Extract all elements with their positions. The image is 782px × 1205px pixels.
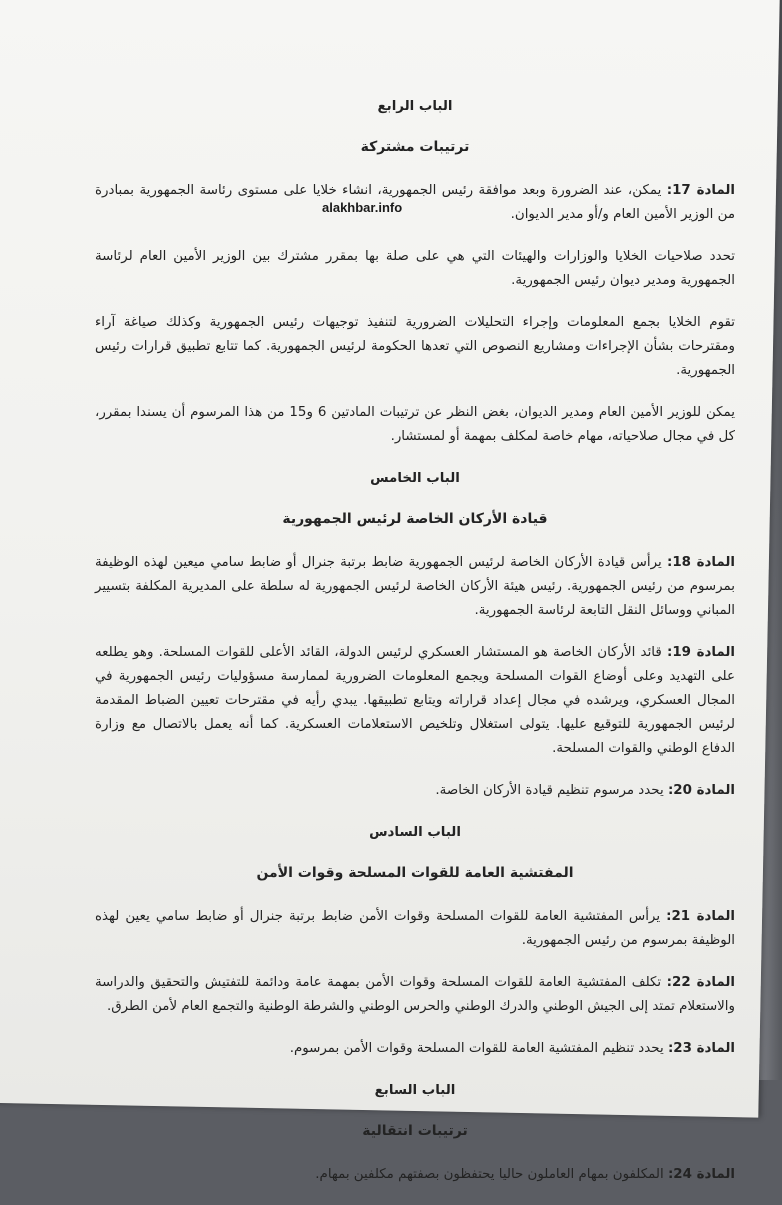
article-22-label: المادة 22: <box>666 975 736 990</box>
chapter-7-subtitle: ترتيبات انتقالية <box>362 1123 468 1139</box>
article-17-label: المادة 17: <box>666 183 735 198</box>
article-17 <box>95 179 735 227</box>
article-21-label: المادة 21: <box>666 909 736 924</box>
article-17-text: يمكن، عند الضرورة وبعد موافقة رئيس الجمهورية، انشاء خلايا على مستوى رئاسة الجمهورية بمبادرة من الوزير الأمين العام و/أو مدير الديوان. <box>95 183 735 222</box>
article-18-text: يرأس قيادة الأركان الخاصة لرئيس الجمهورية ضابط برتبة جنرال أو ضابط سامي ميعين لهذه الوظيفة بمرسوم من رئيس الجمهورية. رئيس هيئة الأركان الخاصة لرئيس الجمهورية له سلطة على المديرية المكلفة بتسيير المباني ووسائل النقل التابعة لرئاسة الجمهورية. <box>95 555 735 618</box>
paragraph-cell-duties: تقوم الخلايا بجمع المعلومات وإجراء التحليلات الضرورية لتنفيذ توجيهات رئيس الجمهورية وكذلك صياغة آراء ومقترحات بشأن الإجراءات ومشاريع النصوص التي تعدها الحكومة لرئيس الجمهورية. كما تتابع تطبيق قرارات رئيس الجمهورية. <box>95 315 735 378</box>
article-21-text: يرأس المفتشية العامة للقوات المسلحة وقوات الأمن ضابط برتبة جنرال أو ضابط سامي يعين لهذه الوظيفة بمرسوم من رئيس الجمهورية. <box>95 909 735 948</box>
article-23-text: يحدد تنظيم المفتشية العامة للقوات المسلحة وقوات الأمن بمرسوم. <box>289 1041 668 1056</box>
chapter-4-subtitle: ترتيبات مشتركة <box>360 139 470 155</box>
article-22 <box>95 971 735 1019</box>
chapter-4-title: الباب الرابع <box>377 99 453 114</box>
article-19 <box>95 641 735 761</box>
article-18 <box>95 551 735 623</box>
document-content <box>95 95 735 1205</box>
chapter-6-subtitle: المفتشية العامة للقوات المسلحة وقوات الأمن <box>256 865 574 881</box>
chapter-7-title: الباب السابع <box>374 1083 456 1098</box>
article-21 <box>95 905 735 953</box>
article-23-label: المادة 23: <box>667 1041 735 1056</box>
paragraph-cell-powers: تحدد صلاحيات الخلايا والوزارات والهيئات التي هي على صلة بها بمقرر مشترك بين الوزير الأمين العام لرئاسة الجمهورية ومدير ديوان رئيس الجمهورية. <box>95 249 735 288</box>
article-19-label: المادة 19: <box>667 645 736 660</box>
article-20 <box>95 779 735 803</box>
article-24-label: المادة 24: <box>667 1167 735 1182</box>
article-20-label: المادة 20: <box>667 783 735 798</box>
chapter-6-title: الباب السادس <box>369 825 461 840</box>
chapter-5-title: الباب الخامس <box>370 471 460 486</box>
article-19-text: قائد الأركان الخاصة هو المستشار العسكري لرئيس الدولة، القائد الأعلى للقوات المسلحة. وهو يطلعه على التهديد وعلى أوضاع القوات المسلحة ويجمع المعلومات الضرورية لممارسة مسؤوليات رئيس الجمهورية في المجال العسكري، ويرشده في مجال إعداد قراراته ويتابع تطبيقها. يبدي رأيه في مقترحات تعيين الضباط المقدمة لرئيس الجمهورية للتوقيع عليها. يتولى استغلال وتلخيص الاستعلامات العسكرية. كما أنه يعمل بالاتصال مع وزارة الدفاع الوطني والقوات المسلحة. <box>95 645 735 756</box>
article-18-label: المادة 18: <box>666 555 736 570</box>
article-24 <box>95 1163 735 1187</box>
chapter-5-subtitle: قيادة الأركان الخاصة لرئيس الجمهورية <box>282 511 548 527</box>
article-23 <box>95 1037 735 1061</box>
article-22-text: تكلف المفتشية العامة للقوات المسلحة وقوات الأمن بمهمة عامة ودائمة للتفتيش والتحقيق والدراسة والاستعلام تمتد إلى الجيش الوطني والدرك الوطني والحرس الوطني والشرطة الوطنية والتجمع العام لأمن الطرق. <box>95 975 735 1014</box>
paragraph-special-tasks: يمكن للوزير الأمين العام ومدير الديوان، بغض النظر عن ترتيبات المادتين 6 و15 من هذا المرسوم أن يسندا بمقرر، كل في مجال صلاحياته، مهام خاصة لمكلف بمهمة أو لمستشار. <box>95 405 736 444</box>
article-20-text: يحدد مرسوم تنظيم قيادة الأركان الخاصة. <box>435 783 668 798</box>
source-watermark: alakhbar.info <box>322 200 403 215</box>
article-24-text: المكلفون بمهام العاملون حاليا يحتفظون بصفتهم مكلفين بمهام. <box>315 1167 668 1182</box>
